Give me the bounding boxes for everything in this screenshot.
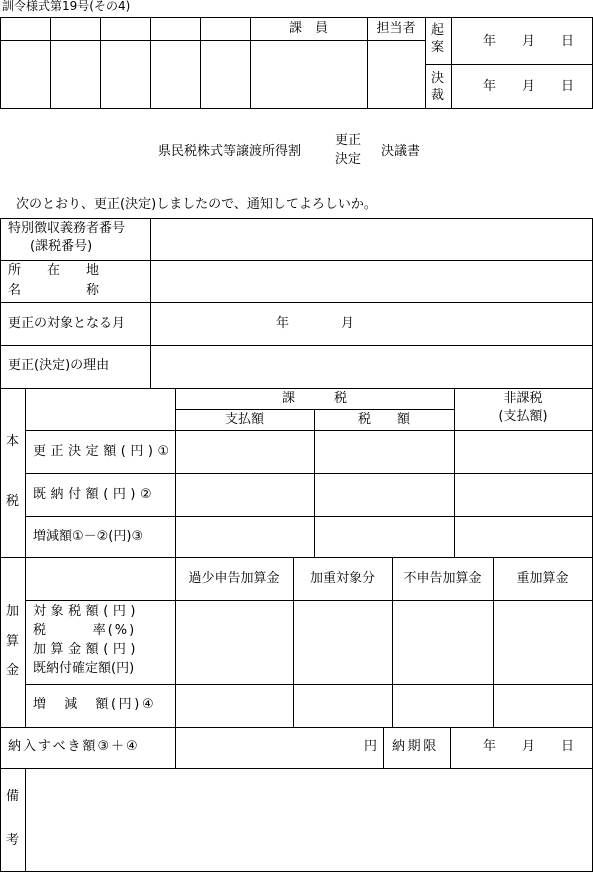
decision-label: 決裁	[431, 71, 445, 103]
row-surcharge-change: 増 減 額(円)④	[33, 697, 157, 712]
target-month-label: 更正の対象となる月	[8, 316, 126, 331]
section-staff-label: 課 員	[288, 21, 328, 36]
row-corrected-amount: 更正決定額(円)①	[33, 444, 174, 459]
reason-label: 更正(決定)の理由	[8, 358, 110, 373]
nontaxable-sub-header: (支払額)	[498, 409, 548, 424]
col-aggravated-portion: 加重対象分	[309, 571, 375, 586]
title-suffix: 決議書	[381, 144, 421, 159]
main-tax-side-label-1: 本	[6, 434, 20, 449]
title-option-correction: 更正	[335, 133, 362, 148]
surcharge-side-label-3: 金	[6, 663, 20, 678]
surcharge-side-label-1: 加	[6, 604, 20, 619]
name-label: 名 称	[8, 283, 100, 298]
decision-date: 年 月 日	[483, 79, 575, 94]
target-month-value: 年 月	[276, 316, 355, 331]
surcharge-side-label-2: 算	[6, 634, 20, 649]
col-nonfiling-surcharge: 不申告加算金	[403, 571, 482, 586]
row-tax-rate: 税 率(%)	[33, 623, 137, 638]
col-heavy-surcharge: 重加算金	[516, 571, 569, 586]
title-main: 県民税株式等譲渡所得割	[158, 144, 302, 159]
title-option-decision: 決定	[335, 152, 362, 167]
row-paid-amount: 既納付額(円)②	[33, 487, 157, 502]
tax-amount-header: 税 額	[357, 412, 410, 427]
draft-date: 年 月 日	[483, 34, 575, 49]
amount-due-label: 納入すべき額③＋④	[8, 739, 140, 754]
due-date-value: 年 月 日	[483, 739, 575, 754]
remarks-label-1: 備	[6, 789, 20, 804]
row-paid-confirmed: 既納付確定額(円)	[33, 661, 135, 676]
due-date-label: 納期限	[392, 739, 439, 754]
nontaxable-header: 非課税	[503, 391, 543, 406]
address-label: 所 在 地	[8, 263, 100, 278]
withholder-number-label: 特別徴収義務者番号	[8, 221, 126, 236]
main-tax-side-label-2: 税	[6, 494, 20, 509]
taxable-header: 課 税	[281, 391, 347, 406]
intro-text: 次のとおり、更正(決定)しましたので、通知してよろしいか。	[16, 197, 377, 212]
remarks-label-2: 考	[6, 833, 20, 848]
tax-number-label: (課税番号)	[30, 239, 93, 254]
amount-due-unit: 円	[364, 739, 378, 754]
row-difference: 増減額①－②(円)③	[33, 529, 144, 544]
form-number: 訓令様式第19号(その4)	[2, 0, 131, 13]
payment-amount-header: 支払額	[224, 412, 264, 427]
col-underreport-surcharge: 過少申告加算金	[188, 571, 280, 586]
row-surcharge-amount: 加算金額(円)	[33, 642, 140, 657]
person-in-charge-label: 担当者	[376, 21, 416, 36]
draft-label: 起案	[431, 23, 445, 55]
row-target-tax: 対象税額(円)	[33, 604, 140, 619]
